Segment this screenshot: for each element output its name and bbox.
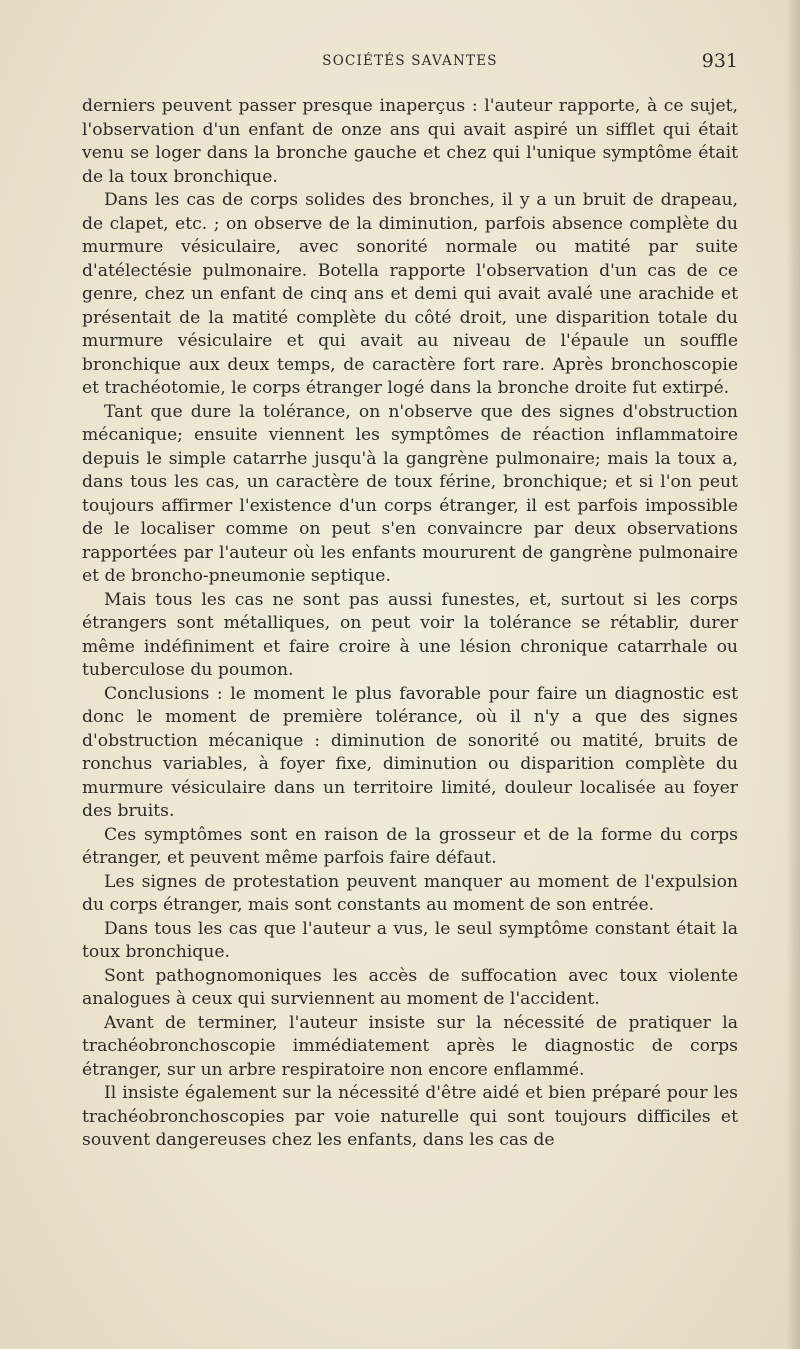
paragraph: Avant de terminer, l'auteur insiste sur la nécessité de pratiquer la trachéobronchoscopie immédiatement après le diagnostic de corps étranger, sur un arbre respiratoire non encore enflammé. (82, 1012, 738, 1080)
paragraph: Les signes de protestation peuvent manquer au moment de l'expulsion du corps étranger, mais sont constants au moment de son entrée. (82, 871, 738, 915)
paragraph: Dans tous les cas que l'auteur a vus, le seul symptôme constant était la toux bronchique. (82, 918, 738, 962)
paragraph: Ces symptômes sont en raison de la grosseur et de la forme du corps étranger, et peuvent même parfois faire défaut. (82, 824, 738, 868)
paragraph: Mais tous les cas ne sont pas aussi funestes, et, surtout si les corps étrangers sont métalliques, on peut voir la tolérance se rétablir, durer même indéfiniment et faire croire à une lésion chronique catarrhale ou tuberculose du poumon. (82, 589, 738, 680)
paragraph: Dans les cas de corps solides des bronches, il y a un bruit de drapeau, de clapet, etc. ; on observe de la diminution, parfois absence complète du murmure vésiculaire, avec sonorité normale ou matité par suite d'atélectésie pulmonaire. Botella rapporte l'observation d'un cas de ce genre, chez un enfant de cinq ans et demi qui avait avalé une arachide et présentait de la matité complète du côté droit, une disparition totale du murmure vésiculaire et qui avait au niveau de l'épaule un souffle bronchique aux deux temps, de caractère fort rare. Après bronchoscopie et trachéotomie, le corps étranger logé dans la bronche droite fut extirpé. (82, 190, 738, 398)
paragraph: derniers peuvent passer presque inaperçus : l'auteur rapporte, à ce sujet, l'observation d'un enfant de onze ans qui avait aspiré un sifflet qui était venu se loger dans la bronche gauche et chez qui l'unique symptôme était de la toux bronchique. (82, 96, 738, 187)
page-header (82, 50, 738, 76)
paragraph: Tant que dure la tolérance, on n'observe que des signes d'obstruction mécanique; ensuite viennent les symptômes de réaction inflammatoire depuis le simple catarrhe jusqu'à la gangrène pulmonaire; mais la toux a, dans tous les cas, un caractère de toux férine, bronchique; et si l'on peut toujours affirmer l'existence d'un corps étranger, il est parfois impossible de le localiser comme on peut s'en convaincre par deux observations rapportées par l'auteur où les enfants moururent de gangrène pulmonaire et de broncho-pneumonie septique. (82, 401, 738, 586)
paragraph: Sont pathognomoniques les accès de suffocation avec toux violente analogues à ceux qui surviennent au moment de l'accident. (82, 965, 738, 1009)
running-head: SOCIÉTÉS SAVANTES (322, 53, 498, 69)
body-text (82, 95, 738, 1153)
paragraph: Conclusions : le moment le plus favorable pour faire un diagnostic est donc le moment de première tolérance, où il n'y a que des signes d'obstruction mécanique : diminution de sonorité ou matité, bruits de ronchus variables, à foyer fixe, diminution ou disparition complète du murmure vésiculaire dans un territoire limité, douleur localisée au foyer des bruits. (82, 683, 738, 821)
paragraph: Il insiste également sur la nécessité d'être aidé et bien préparé pour les trachéobronchoscopies par voie naturelle qui sont toujours difficiles et souvent dangereuses chez les enfants, dans les cas de (82, 1083, 738, 1150)
page-number: 931 (701, 50, 738, 72)
